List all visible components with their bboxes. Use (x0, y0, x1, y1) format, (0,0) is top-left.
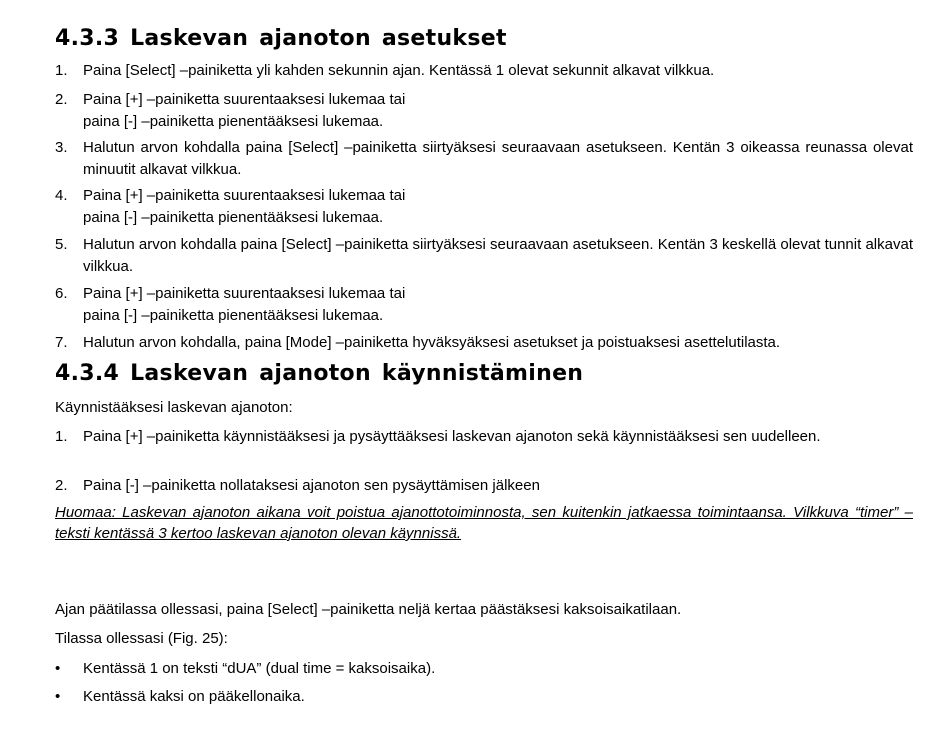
step-text-line-1: Paina [+] –painiketta suurentaaksesi lukemaa tai (83, 285, 406, 302)
step-number: 7. (55, 334, 68, 351)
dual-time-paragraph: Ajan päätilassa ollessasi, paina [Select] –painiketta neljä kertaa päästäksesi kaksoisaikatilaan. (55, 601, 682, 618)
step-text-line-1: Paina [+] –painiketta suurentaaksesi lukemaa tai (83, 91, 406, 108)
bullet-text: Kentässä 1 on teksti “dUA” (dual time = kaksoisaika). (83, 660, 436, 677)
step-text: Halutun arvon kohdalla paina [Select] –painiketta siirtyäksesi seuraavaan asetukseen. Kentän 3 oikeassa reunassa olevat minuutit alkavat vilkkua. (83, 139, 913, 178)
step-text-line-2: paina [-] –painiketta pienentääksesi lukemaa. (83, 209, 384, 226)
step-number: 6. (55, 285, 68, 302)
step-number: 5. (55, 236, 68, 253)
bullet-glyph: • (55, 688, 61, 705)
step-number: 1. (55, 62, 68, 79)
step-text: Paina [Select] –painiketta yli kahden sekunnin ajan. Kentässä 1 olevat sekunnit alkavat vilkkua. (83, 62, 715, 79)
step-text-line-2: paina [-] –painiketta pienentääksesi lukemaa. (83, 113, 384, 130)
step-number: 2. (55, 477, 68, 494)
note-text: Huomaa: Laskevan ajanoton aikana voit poistua ajanottotoiminnosta, sen kuitenkin jatkaessa toimintaansa. Vilkkuva “timer” –teksti kentässä 3 kertoo laskevan ajanoton olevan käynnissä. (55, 504, 913, 542)
step-number: 4. (55, 187, 68, 204)
section-heading-4-3-4: 4.3.4 Laskevan ajanoton käynnistäminen (55, 361, 584, 386)
section-heading-4-3-3: 4.3.3 Laskevan ajanoton asetukset (55, 26, 507, 51)
step-text: Halutun arvon kohdalla, paina [Mode] –painiketta hyväksyäksesi asetukset ja poistuaksesi asettelutilasta. (83, 334, 781, 351)
step-text-line-1: Paina [+] –painiketta suurentaaksesi lukemaa tai (83, 187, 406, 204)
step-text-line-2: paina [-] –painiketta pienentääksesi lukemaa. (83, 307, 384, 324)
intro-text: Käynnistääksesi laskevan ajanoton: (55, 399, 293, 416)
step-text: Paina [-] –painiketta nollataksesi ajanoton sen pysäyttämisen jälkeen (83, 477, 540, 494)
step-number: 1. (55, 428, 68, 445)
bullet-text: Kentässä kaksi on pääkellonaika. (83, 688, 305, 705)
step-text: Paina [+] –painiketta käynnistääksesi ja pysäyttääksesi laskevan ajanoton sekä käynnistääksesi sen uudelleen. (83, 428, 821, 445)
step-number: 2. (55, 91, 68, 108)
step-text: Halutun arvon kohdalla paina [Select] –painiketta siirtyäksesi seuraavaan asetukseen. Kentän 3 keskellä olevat tunnit alkavat vilkkua. (83, 236, 913, 275)
step-number: 3. (55, 139, 68, 156)
mode-paragraph: Tilassa ollessasi (Fig. 25): (55, 630, 228, 647)
bullet-glyph: • (55, 660, 61, 677)
